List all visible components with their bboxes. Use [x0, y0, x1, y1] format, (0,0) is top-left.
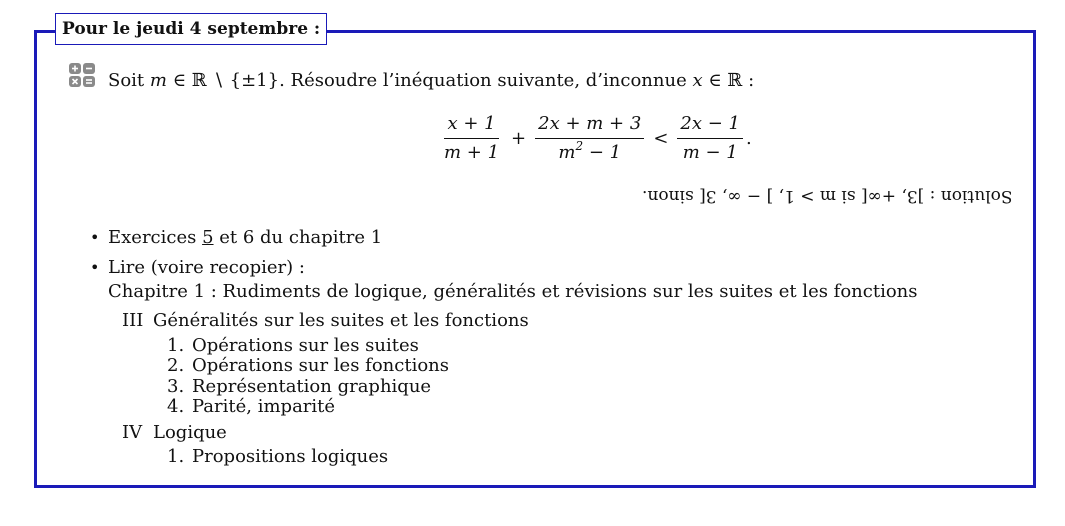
item-title: Représentation graphique	[192, 376, 432, 397]
less-than-sign: <	[653, 127, 669, 149]
formula-period: .	[746, 127, 752, 149]
fraction-2-numerator: 2x + m + 3	[535, 113, 644, 139]
inequation-formula	[438, 108, 752, 168]
section-number: IV	[122, 422, 143, 443]
fraction-1-denominator: m + 1	[444, 141, 500, 163]
item-title: Opérations sur les fonctions	[192, 355, 450, 376]
section-iii-item-1	[167, 336, 419, 356]
todo-list	[88, 226, 382, 286]
plus-sign: +	[511, 127, 527, 149]
section-title: Logique	[153, 422, 227, 443]
section-iii	[122, 310, 529, 332]
exercises-prefix: Exercices	[108, 227, 203, 248]
fraction-1	[441, 113, 502, 164]
fraction-2-den-exponent: 2	[575, 138, 584, 153]
fraction-3-denominator: m − 1	[682, 141, 738, 163]
fraction-2-den-base: m	[558, 141, 576, 163]
item-number: 2.	[167, 355, 185, 376]
section-iv	[122, 422, 227, 444]
fraction-3	[677, 113, 743, 164]
fraction-3-numerator: 2x − 1	[677, 113, 743, 139]
item-number: 4.	[167, 396, 185, 417]
list-item-exercises	[88, 226, 382, 250]
section-iii-item-2	[167, 356, 449, 376]
item-title: Parité, imparité	[192, 396, 336, 417]
exercise-5-link[interactable]: 5	[202, 227, 214, 248]
calculator-operations-icon	[69, 63, 95, 87]
fraction-2-denominator	[555, 139, 624, 164]
item-number: 1.	[167, 446, 185, 467]
item-title: Opérations sur les suites	[192, 335, 419, 356]
item-number: 3.	[167, 376, 185, 397]
section-iii-item-4	[167, 397, 335, 417]
homework-title: Pour le jeudi 4 septembre :	[55, 13, 327, 45]
soit-word: Soit	[108, 70, 145, 91]
fraction-2-den-rest: − 1	[588, 141, 622, 163]
chapter-title: Chapitre 1 : Rudiments de logique, généralités et révisions sur les suites et les fonctions	[108, 281, 918, 302]
variable-m: m	[149, 70, 167, 91]
section-iii-item-3	[167, 377, 431, 397]
upside-down-solution: Solution : ]3, +∞[ si m > 1, ] − ∞, 3[ sinon.	[642, 186, 1013, 206]
section-iv-item-1	[167, 447, 388, 467]
fraction-2	[535, 113, 644, 164]
exercise-statement	[108, 70, 754, 91]
list-item-reading	[88, 256, 382, 280]
section-number: III	[122, 310, 144, 331]
exercise-instruction: Résoudre l’inéquation suivante, d’inconnue	[290, 70, 687, 91]
fraction-1-numerator: x + 1	[444, 113, 498, 139]
exercises-suffix: et 6 du chapitre 1	[213, 227, 383, 248]
domain-r: ∈ ℝ :	[708, 70, 755, 91]
item-title: Propositions logiques	[192, 446, 389, 467]
item-number: 1.	[167, 335, 185, 356]
variable-x: x	[692, 70, 703, 91]
reading-label: Lire (voire recopier) :	[108, 257, 305, 278]
section-title: Généralités sur les suites et les fonctions	[153, 310, 529, 331]
set-condition: ∈ ℝ ∖ {±1}.	[172, 70, 285, 91]
